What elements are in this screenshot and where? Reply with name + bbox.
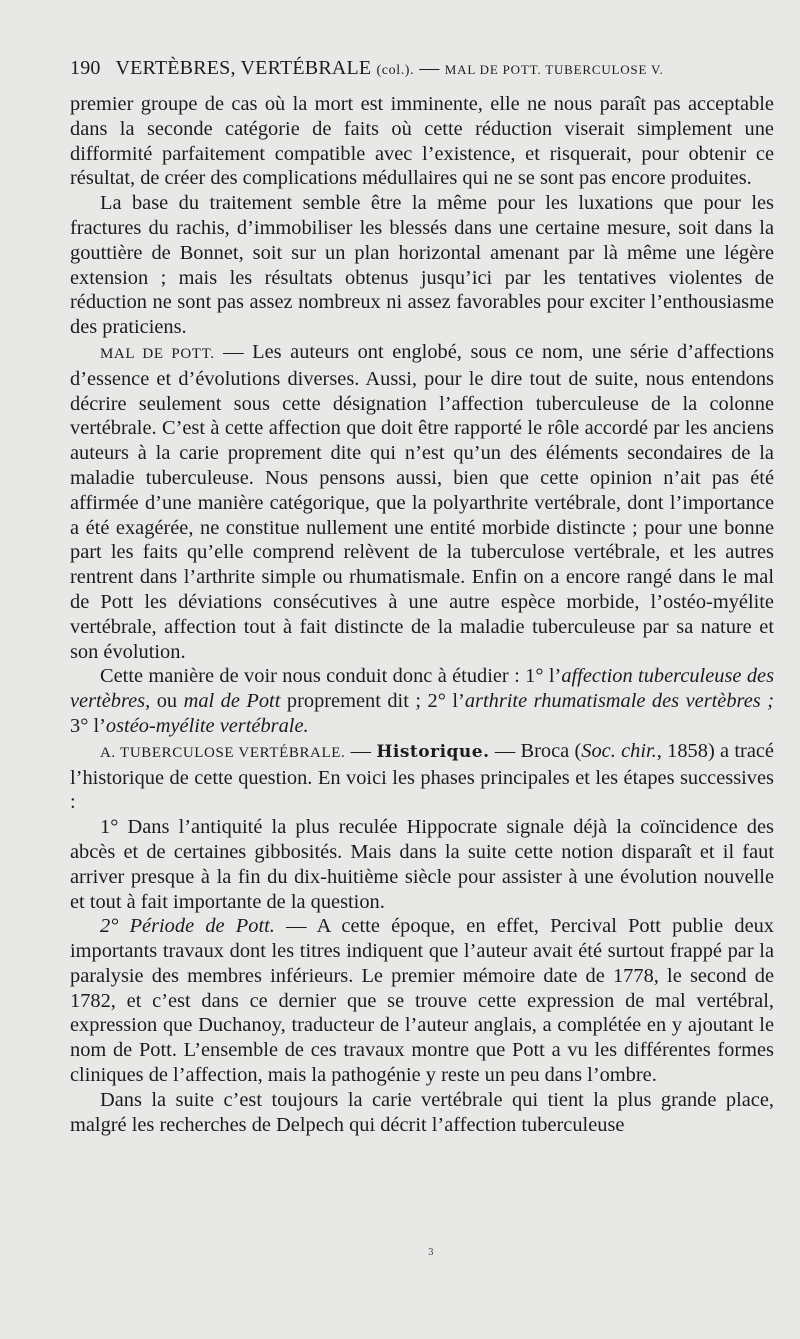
reference-year: , 1858) bbox=[656, 739, 715, 762]
plan-intro: Cette manière de voir nous conduit donc à étudier : 1° l’ bbox=[100, 665, 562, 688]
section-label-tuberculose: A. TUBERCULOSE VERTÉBRALE. bbox=[100, 744, 346, 761]
plan-item-3: ostéo-myélite vertébrale. bbox=[105, 714, 309, 737]
page-body bbox=[70, 92, 774, 1137]
plan-item-1: affection tuberculeuse des vertèbres, bbox=[70, 665, 775, 713]
running-header bbox=[70, 50, 774, 90]
header-title: VERTÈBRES, VERTÉBRALE bbox=[115, 57, 372, 79]
tuberculose-dash-1: — bbox=[345, 739, 377, 762]
tuberculose-text: a tracé l’historique de cette question. En voici les phases principales et les étapes successives : bbox=[70, 739, 774, 814]
point-2-label: 2° Période de Pott. bbox=[100, 915, 275, 938]
point-2-text: — A cette époque, en effet, Percival Pott publie deux importants travaux dont les titres indiquent que l’auteur avait été surtout frappé par la paralysie des membres inférieurs. Le premier mémoire date de 1778, le second de 1782, et c’est dans ce dernier que se trouve cette expression de mal vertébral, expression que Duchanoy, traducteur de l’auteur anglais, a complétée en y ajoutant le nom de Pott. L’ensemble de ces travaux montre que Pott a vu les différentes formes cliniques de l’affection, mais la pathogénie y reste un peu dans l’ombre. bbox=[70, 915, 775, 1087]
header-dash: — bbox=[419, 57, 440, 79]
reference-soc-chir: Soc. chir. bbox=[581, 739, 657, 762]
paragraph-tuberculose bbox=[70, 739, 774, 815]
historique-heading: Historique. bbox=[376, 741, 490, 762]
plan-mid-1: ou bbox=[150, 690, 184, 713]
plan-item-1b: mal de Pott bbox=[183, 690, 281, 713]
paragraph-2: La base du traitement semble être la même pour les luxations que pour les fractures du rachis, d’immobiliser les blessés dans une certaine mesure, soit dans la gouttière de Bonnet, soit sur un plan horizontal amenant par là même une légère extension ; mais les résultats obtenus jusqu’ici par les tentatives violentes de réduction ne sont pas assez nombreux ni assez favorables pour exciter l’enthousiasme des praticiens. bbox=[70, 192, 774, 339]
tuberculose-dash-2: — Broca ( bbox=[489, 739, 582, 762]
plan-mid-3: 3° l’ bbox=[70, 714, 106, 737]
plan-mid-2: proprement dit ; 2° l’ bbox=[280, 690, 465, 713]
paragraph-point-1: 1° Dans l’antiquité la plus reculée Hippocrate signale déjà la coïncidence des abcès et de certaines gibbosités. Mais dans la suite cette notion disparaît et il faut arriver presque à la fin du dix-huitième siècle pour assister à une évolution nouvelle et tout à fait importante de la question. bbox=[70, 816, 774, 913]
header-col: (col.). bbox=[376, 63, 415, 78]
page-number: 190 bbox=[70, 57, 101, 79]
paragraph-last: Dans la suite c’est toujours la carie vertébrale qui tient la plus grande place, malgré les recherches de Delpech qui décrit l’affection tuberculeuse bbox=[70, 1088, 774, 1136]
footer-mark: 3 bbox=[428, 1248, 434, 1258]
paragraph-1: premier groupe de cas où la mort est imminente, elle ne nous paraît pas acceptable dans la seconde catégorie de faits où cette réduction viserait simplement une difformité parfaitement compatible avec l’existence, et risquerait, pour obtenir ce résultat, de créer des complications médullaires qui ne se sont pas encore produites. bbox=[70, 93, 774, 190]
plan-item-2: arthrite rhumatismale des vertèbres ; bbox=[464, 690, 774, 713]
section-label-mal-de-pott: MAL DE POTT. bbox=[100, 345, 215, 362]
paragraph-mal-de-pott bbox=[70, 340, 774, 664]
mal-de-pott-text: — Les auteurs ont englobé, sous ce nom, une série d’affections d’essence et d’évolutions diverses. Aussi, pour le dire tout de suite, nous entendons décrire seulement sous cette désignation l’affection tuberculeuse de la colonne vertébrale. C’est à cette affection que doit être rapporté le rôle accordé par les anciens auteurs à la carie proprement dite qui n’est qu’un des éléments secondaires de la maladie tuberculeuse. Nous pensons aussi, bien que cette opinion n’ait pas été affirmée d’une manière catégorique, que la polyarthrite vertébrale, dont l’importance a été exagérée, ne constitue nullement une entité morbide distincte ; pour une bonne part les faits qu’elle comprend relèvent de la tuberculose vertébrale, et les autres rentrent dans l’arthrite simple ou rhumatismale. Enfin on a encore rangé dans le mal de Pott les déviations consécutives à une autre espèce morbide, l’ostéo-myélite vertébrale, affection tout à fait distincte de la maladie tuberculeuse par sa nature et son évolution. bbox=[70, 340, 775, 663]
header-section: MAL DE POTT. TUBERCULOSE V. bbox=[444, 62, 664, 77]
paragraph-plan bbox=[70, 664, 774, 738]
paragraph-point-2 bbox=[70, 914, 774, 1088]
